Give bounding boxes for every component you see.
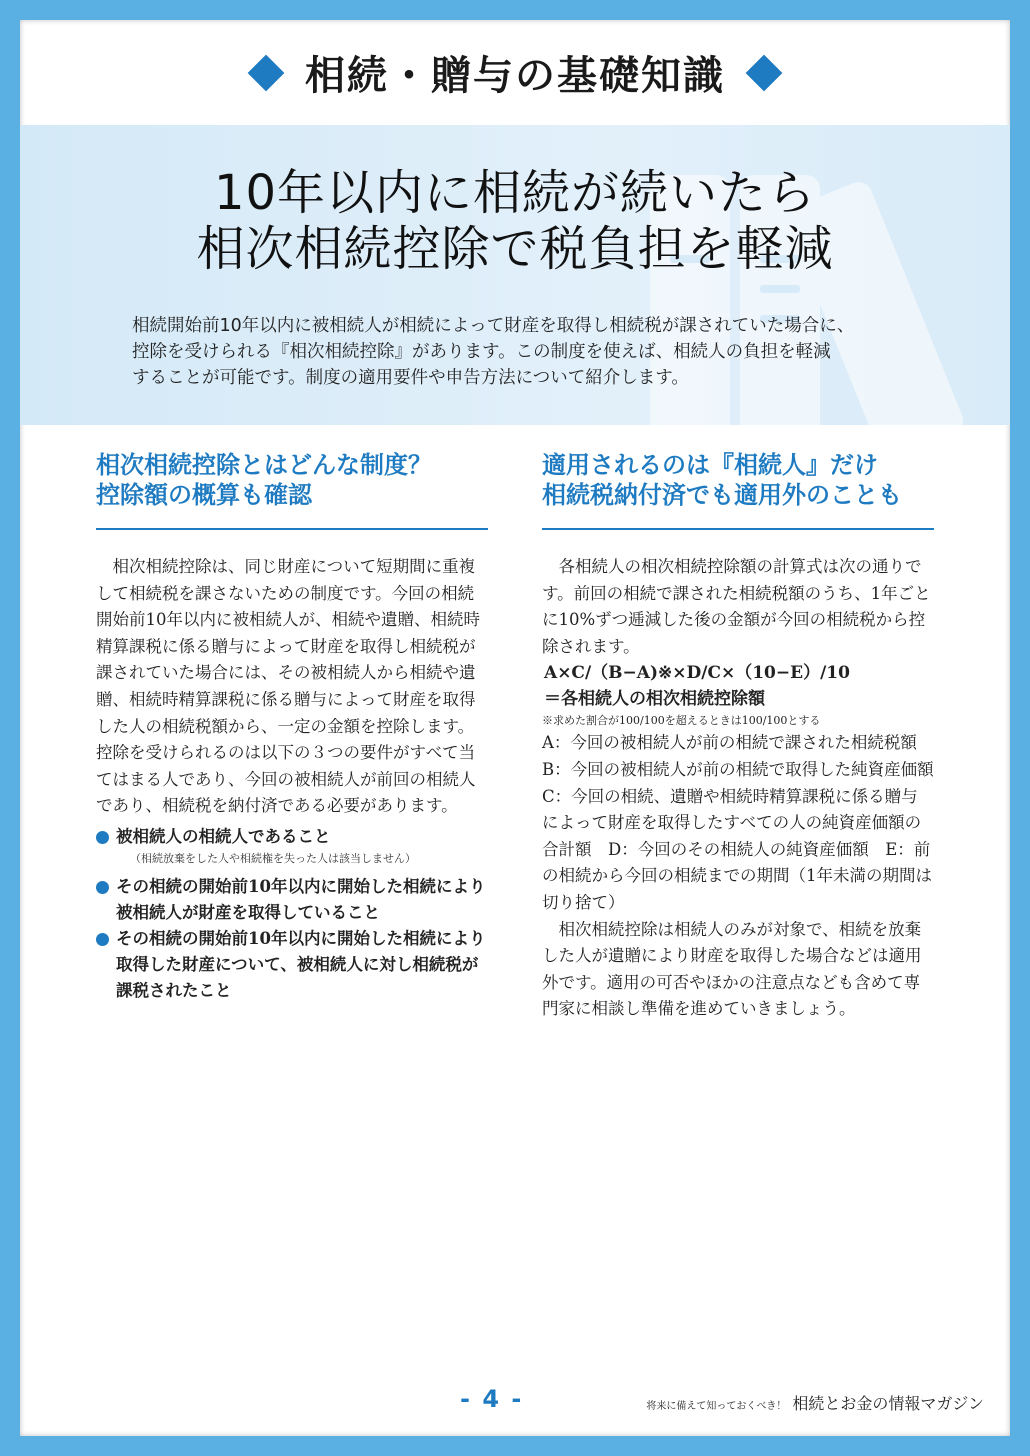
diamond-icon [248, 54, 285, 91]
page-number: - 4 - [460, 1385, 524, 1413]
formula-definitions: A：今回の被相続人が前の相続で課された相続税額 B：今回の被相続人が前の相続で取得した純資産価額 C：今回の相続、遺贈や相続時精算課税に係る贈与によって財産を取得したすべての人の純資産価額の合計額 D：今回のその相続人の純資産価額 E：前の相続から今回の相続までの期間（1年未満の期間は切り捨て） [542, 733, 967, 912]
list-item-text: 被相続人の相続人であること [116, 826, 331, 846]
bullet-icon [96, 881, 109, 894]
bullet-icon [96, 831, 109, 844]
left-heading [96, 450, 488, 530]
section-header [20, 20, 1010, 125]
list-item-text: その相続の開始前10年以内に開始した相続により被相続人が財産を取得していること [116, 876, 486, 922]
magazine-tagline: 将来に備えて知っておくべき！ [646, 1401, 787, 1412]
heading-line: 相次相続控除とはどんな制度？ [96, 451, 432, 479]
right-heading [542, 450, 934, 530]
requirement-list [96, 824, 488, 1004]
list-item [96, 926, 488, 1004]
heading-line: 適用されるのは『相続人』だけ [542, 451, 878, 479]
right-body-conclusion: 相次相続控除は相続人のみが対象で、相続を放棄した人が遺贈により財産を取得した場合などは適用外です。適用の可否やほかの注意点なども含めて専門家に相談し準備を進めていきましょう。 [542, 919, 922, 1019]
bullet-icon [96, 933, 109, 946]
lead-line: 相続開始前10年以内に被相続人が相続によって財産を取得し相続税が課されていた場合に、 [132, 316, 855, 336]
formula-note: ※求めた割合が100/100を超えるときは100/100とする [542, 714, 821, 728]
magazine-name [646, 1391, 984, 1414]
article-title [20, 165, 1010, 277]
page [20, 20, 1010, 1436]
left-body: 相次相続控除は、同じ財産について短期間に重複して相続税を課さないための制度です。今回の相続開始前10年以内に被相続人が、相続や遺贈、相続時精算課税に係る贈与によって財産を取得し相続税が課されていた場合には、その被相続人から相続や遺贈、相続時精算課税に係る贈与によって財産を取得した人の相続税額から、一定の金額を控除します。控除を受けられるのは以下の３つの要件がすべて当てはまる人であり、今回の被相続人が前回の相続人であり、相続税を納付済である必要があります。 [96, 557, 480, 816]
right-body-intro: 各相続人の相次相続控除額の計算式は次の通りです。前回の相続で課された相続税額のうち、1年ごとに10%ずつ逓減した後の金額が今回の相続税から控除されます。 [542, 557, 931, 656]
hero-banner [20, 125, 1010, 425]
list-item [96, 874, 488, 926]
right-column [542, 450, 967, 1023]
heading-line: 相続税納付済でも適用外のことも [542, 481, 902, 509]
section-title: 相続・贈与の基礎知識 [305, 53, 725, 99]
list-item-text: その相続の開始前10年以内に開始した相続により取得した財産について、被相続人に対し相続税が課税されたこと [116, 928, 486, 1000]
formula: A×C/（B−A)※×D/C×（10−E）/10 [544, 663, 850, 684]
formula-result: ＝各相続人の相次相続控除額 [544, 689, 765, 710]
article-title-line: 相次相続控除で税負担を軽減 [196, 221, 834, 277]
diamond-icon [746, 54, 783, 91]
lead-line: 控除を受けられる『相次相続控除』があります。この制度を使えば、相続人の負担を軽減 [132, 342, 831, 362]
page-footer [20, 1385, 1010, 1425]
article-lead [132, 313, 932, 391]
heading-line: 控除額の概算も確認 [96, 481, 312, 509]
list-item [96, 824, 488, 868]
article-title-line: 10年以内に相続が続いたら [213, 165, 817, 221]
lead-line: することが可能です。制度の適用要件や申告方法について紹介します。 [132, 368, 689, 388]
left-column [96, 450, 488, 1004]
magazine-title: 相続とお金の情報マガジン [792, 1394, 984, 1413]
bullet-note: （相続放棄をした人や相続権を失った人は該当しません） [130, 851, 416, 865]
